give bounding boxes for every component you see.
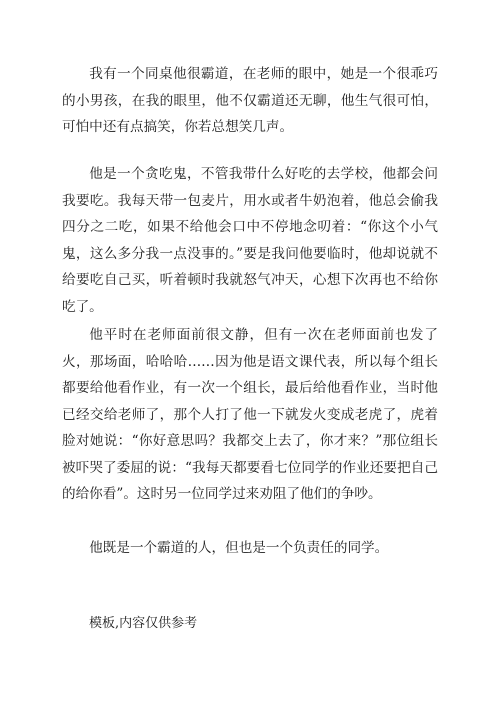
paragraph-1: 我有一个同桌他很霸道，在老师的眼中，她是一个很乖巧的小男孩，在我的眼里，他不仅霸道还无聊，他生气很可怕，可怕中还有点搞笑，你若总想笑几声。 <box>62 66 438 135</box>
paragraph-2: 他是一个贪吃鬼，不管我带什么好吃的去学校，他都会问我要吃。我每天带一包麦片，用水或者牛奶泡着，他总会偷我四分之二吃，如果不给他会口中不停地念叨着：“你这个小气鬼，这么多分我一点没事的。”要是我问他要临时，他却说就不给要吃自己买，听着顿时我就怒气冲天，心想下次再也不给你吃了。 <box>62 166 438 315</box>
template-footer-note: 模板,内容仅供参考 <box>89 616 198 631</box>
paragraph-4: 他既是一个霸道的人，但也是一个负责任的同学。 <box>89 540 389 556</box>
paragraph-3: 他平时在老师面前很文静，但有一次在老师面前也发了火，那场面，哈哈哈……因为他是语文课代表，所以每个组长都要给他看作业，有一次一个组长，最后给他看作业，当时他已经交给老师了，那个人打了他一下就发火变成老虎了，虎着脸对她说：“你好意思吗？我都交上去了，你才来？”那位组长被吓哭了委屈的说：“我每天都要看七位同学的作业还要把自己的给你看”。这时另一位同学过来劝阻了他们的争吵。 <box>62 327 438 502</box>
